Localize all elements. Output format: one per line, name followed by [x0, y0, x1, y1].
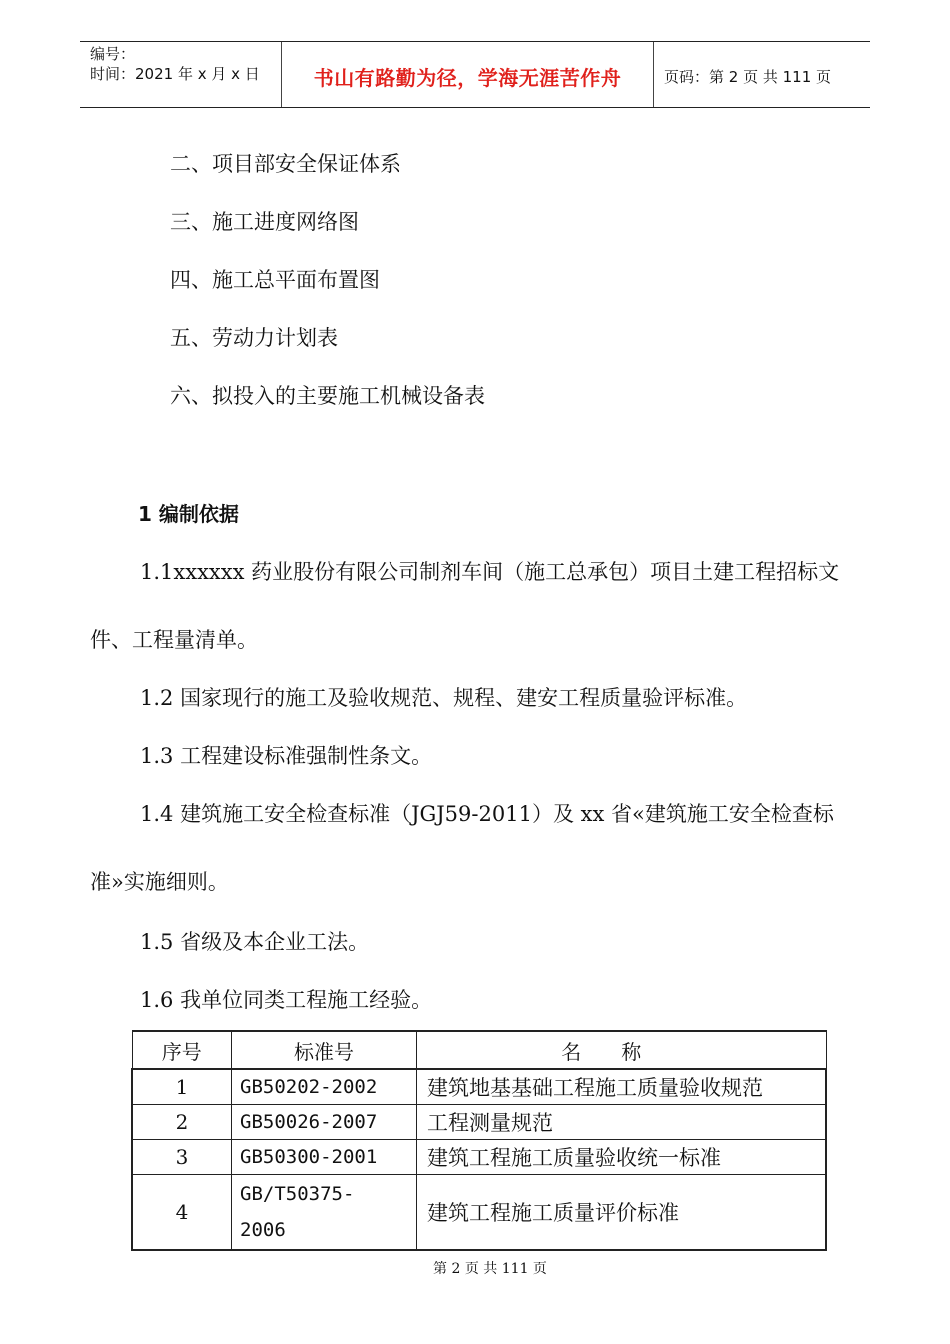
- standard-code-line-2: 2006: [240, 1219, 286, 1241]
- paragraph-1-1-continued: 件、工程量清单。: [90, 628, 258, 652]
- standard-name: 工程测量规范: [417, 1105, 827, 1140]
- table-header-row: [132, 1031, 826, 1069]
- toc-item: 五、劳动力计划表: [170, 326, 338, 350]
- header-motto-cell: [282, 42, 654, 107]
- header-page-info: 页码：第 2 页 共 111 页: [664, 68, 832, 86]
- page-footer: 第 2 页 共 111 页: [433, 1261, 547, 1277]
- table-row: [132, 1069, 826, 1105]
- table-row: [132, 1105, 826, 1140]
- table-row: [132, 1175, 826, 1251]
- header-motto: 书山有路勤为径，学海无涯苦作舟: [313, 66, 622, 90]
- standard-code: GB/T50375-: [240, 1183, 355, 1205]
- paragraph-1-4-continued: 准»实施细则。: [90, 870, 229, 894]
- toc-item: 二、项目部安全保证体系: [170, 152, 401, 176]
- row-number: 2: [132, 1105, 232, 1140]
- paragraph-1-3: 1.3 工程建设标准强制性条文。: [140, 744, 433, 768]
- standard-code: GB50202-2002: [232, 1069, 417, 1105]
- standard-code: GB50300-2001: [232, 1140, 417, 1175]
- row-number: 4: [132, 1175, 232, 1251]
- row-number: 1: [132, 1069, 232, 1105]
- standard-name: 建筑工程施工质量验收统一标准: [417, 1140, 827, 1175]
- column-header-number: 序号: [132, 1031, 232, 1069]
- paragraph-1-1: 1.1xxxxxx 药业股份有限公司制剂车间（施工总承包）项目土建工程招标文: [140, 560, 840, 584]
- column-header-standard-code: 标准号: [232, 1031, 417, 1069]
- table-row: [132, 1140, 826, 1175]
- standard-code-cell: [232, 1175, 417, 1251]
- document-number-label: 编号：: [90, 45, 136, 63]
- section-heading: 1 编制依据: [138, 502, 239, 526]
- toc-item: 四、施工总平面布置图: [170, 268, 380, 292]
- standard-name: 建筑地基基础工程施工质量验收规范: [417, 1069, 827, 1105]
- paragraph-1-4: 1.4 建筑施工安全检查标准（JGJ59-2011）及 xx 省«建筑施工安全检查标: [140, 802, 834, 826]
- standard-code: GB50026-2007: [232, 1105, 417, 1140]
- toc-item: 三、施工进度网络图: [170, 210, 359, 234]
- paragraph-1-2: 1.2 国家现行的施工及验收规范、规程、建安工程质量验评标准。: [140, 686, 748, 710]
- document-date: 时间：2021 年 x 月 x 日: [90, 65, 260, 83]
- page-header: [80, 41, 870, 108]
- paragraph-1-5: 1.5 省级及本企业工法。: [140, 930, 370, 954]
- paragraph-1-6: 1.6 我单位同类工程施工经验。: [140, 988, 433, 1012]
- toc-item: 六、拟投入的主要施工机械设备表: [170, 384, 485, 408]
- standards-table: [131, 1030, 827, 1251]
- standard-name: 建筑工程施工质量评价标准: [417, 1175, 827, 1251]
- header-meta: [80, 42, 282, 107]
- row-number: 3: [132, 1140, 232, 1175]
- column-header-name: 名称: [417, 1031, 827, 1069]
